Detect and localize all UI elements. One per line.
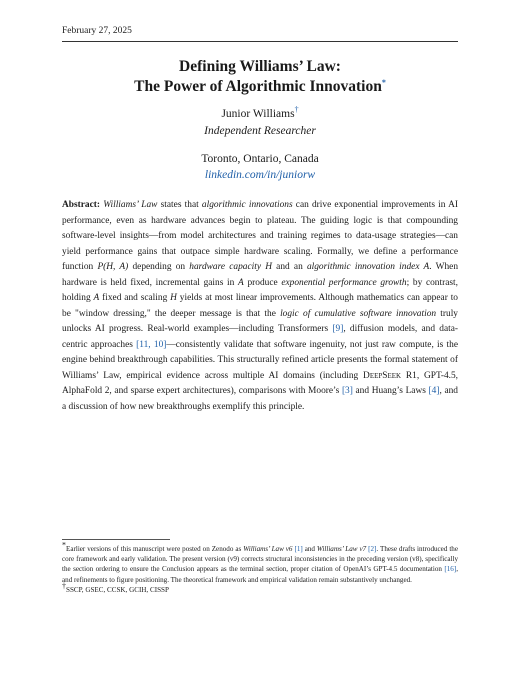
abstract bbox=[62, 198, 458, 415]
abstract-text: can drive exponential improvements in AI performance, even as hardware advances begin to plateau. The guiding logic is that compounding software-level insights—from model architectures and training regimes to data-usage strategies—can yield performance gains that outpace simple hardware scaling. Formally, we define a performance function bbox=[62, 200, 459, 272]
abstract-emph: Williams’ Law bbox=[103, 200, 158, 210]
abstract-smallcaps: DeepSeek bbox=[363, 370, 402, 381]
header-rule bbox=[62, 41, 458, 42]
abstract-text: and Huang’s Laws bbox=[352, 386, 429, 396]
abstract-text: R1, GPT-4.5, AlphaFold 2, and sparse expert architectures), comparisons with Moore’s bbox=[62, 370, 459, 396]
location-city: Toronto, Ontario, Canada bbox=[201, 153, 319, 165]
title-line-1: Defining Williams’ Law: bbox=[179, 58, 341, 75]
footnote-1 bbox=[62, 540, 459, 585]
title-line-2-text: The Power of Algorithmic Innovation bbox=[134, 78, 382, 95]
citation-link[interactable]: [16] bbox=[444, 565, 457, 574]
author-footnote-mark[interactable]: † bbox=[294, 105, 299, 115]
abstract-text: depending on bbox=[128, 262, 190, 272]
abstract-text: states that bbox=[157, 200, 202, 210]
abstract-text: and an bbox=[271, 262, 307, 272]
abstract-paragraph bbox=[62, 198, 458, 415]
footnote-2 bbox=[62, 581, 458, 595]
abstract-emph: exponential performance growth bbox=[281, 277, 407, 288]
abstract-math: A bbox=[93, 293, 100, 303]
location-block bbox=[62, 151, 458, 183]
abstract-text: , diffusion models, and data-centric approaches bbox=[62, 324, 458, 350]
linkedin-link[interactable]: linkedin.com/in/juniorw bbox=[204, 169, 316, 181]
abstract-emph: algorithmic innovations bbox=[201, 200, 293, 210]
author-affiliation: Independent Researcher bbox=[204, 125, 316, 137]
abstract-math: H bbox=[170, 293, 177, 303]
abstract-emph: algorithmic innovation index A bbox=[306, 262, 430, 272]
author-block bbox=[62, 106, 458, 140]
footnote-text: , and refinements to figure positioning. The theoretical framework and empirical validation remain substantively unchanged. bbox=[62, 565, 458, 584]
abstract-text: ; by contrast, holding bbox=[62, 277, 458, 303]
citation-link[interactable]: [3] bbox=[341, 386, 353, 396]
abstract-label: Abstract: bbox=[62, 200, 101, 210]
citation-link[interactable]: [11, 10] bbox=[136, 339, 167, 350]
abstract-emph: hardware capacity H bbox=[189, 262, 272, 272]
abstract-text: produce bbox=[243, 277, 282, 288]
citation-link[interactable]: [1] bbox=[294, 545, 303, 553]
abstract-emph: logic of cumulative software innovation bbox=[280, 308, 437, 319]
abstract-math: P(H, A) bbox=[97, 262, 129, 272]
title-footnote-mark[interactable]: * bbox=[381, 77, 386, 87]
abstract-text: —consistently validate that software ingenuity, not just raw compute, is the engine behind breakthrough capabilities. This structurally refined article presents the formal statement of Williams’ Law, empirical evidence across multiple AI domains (including bbox=[62, 339, 458, 381]
footnote-text: Earlier versions of this manuscript were posted on Zenodo as bbox=[66, 545, 244, 553]
abstract-text: fixed and scaling bbox=[99, 293, 171, 303]
footnote-emph: Williams’ Law v6 bbox=[243, 545, 293, 553]
abstract-text: . When hardware is held fixed, incremental gains in bbox=[62, 262, 459, 288]
citation-link[interactable]: [9] bbox=[332, 324, 344, 334]
footnotes bbox=[62, 540, 459, 595]
footnote-text: . These drafts introduced the core framework and early validation. The present version (v9) corrects structural inconsistencies in the preceding version (v8), specifically the section ordering to ensure the Conclusion appears as the terminal section, proper citation of OpenAI’s GPT-4.5 documentation bbox=[62, 545, 459, 574]
header-date: February 27, 2025 bbox=[62, 26, 132, 36]
author-line bbox=[62, 106, 458, 123]
title-block bbox=[62, 57, 458, 97]
footnote-mark: * bbox=[62, 540, 66, 550]
abstract-text: truly unlocks AI progress. Real-world examples—including Transformers bbox=[62, 308, 458, 334]
title-line-2 bbox=[62, 77, 458, 97]
abstract-text: , and a discussion of how new breakthroughs exemplify this principle. bbox=[62, 386, 458, 412]
citation-link[interactable]: [4] bbox=[428, 386, 440, 396]
footnote-emph: Williams’ Law v7 bbox=[316, 545, 367, 553]
abstract-text: yields at most linear improvements. Although mathematics can appear to be "window dressing," the deeper message is that the bbox=[62, 293, 458, 319]
citation-link[interactable]: [2] bbox=[368, 545, 377, 553]
footnote-text: and bbox=[302, 545, 317, 553]
author-name: Junior Williams bbox=[221, 108, 295, 120]
abstract-math: A bbox=[238, 277, 244, 288]
footnote-rule bbox=[62, 539, 170, 540]
footnote-mark: † bbox=[62, 581, 66, 591]
footnote-text: SSCP, GSEC, CCSK, GCIH, CISSP bbox=[66, 585, 169, 594]
